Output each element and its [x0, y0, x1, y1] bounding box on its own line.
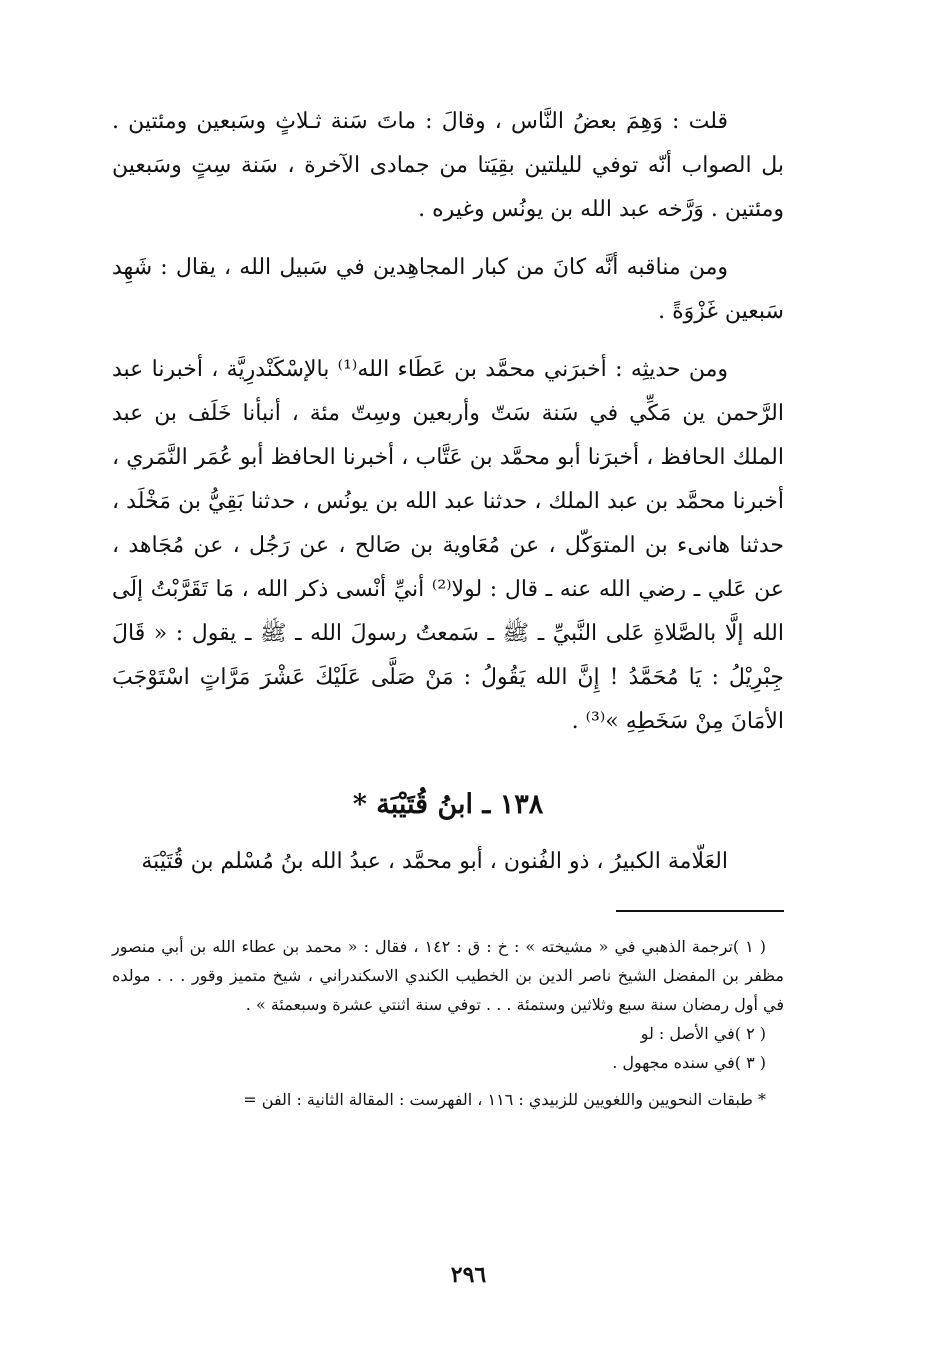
paragraph-hadith: ومن حديثِه : أخبرَني محمَّد بن عَطَاء الله⁽¹⁾ بالإسْكَنْدرِيَّة ، أخبرنا عبد الرَّحمن ين مَكِّي في سَنة سَتّ وأربعين وسِتّ مئة ، أنبأنا خَلَف بن عبد الملك الحافظ ، أخبرَنا أبو محمَّد بن عَتَّاب ، أخبرنا الحافظ أبو عُمَر النَّمَري ، أخبرنا محمَّد بن عبد الملك ، حدثنا عبد الله بن يونُس ، حدثنا بَقِيُّ بن مَخْلَد ، حدثنا هانىء بن المتوَكّل ، عن مُعَاوية بن صَالح ، عن رَجُل ، عن مُجَاهد ، عن عَلي ـ رضي الله عنه ـ قال : لولا⁽²⁾ أنيِّ أنْسى ذكر الله ، مَا تَقَرَّبْتُ إلَى الله إلَّا بالصَّلاةِ عَلى النَّبيِّ ـ ﷺ ـ سَمعتُ رسولَ الله ـ ﷺ ـ يقول : « قَالَ جِبْرِيْلُ : يَا مُحَمَّدُ ! إِنَّ الله يَقُولُ : مَنْ صَلَّى عَلَيْكَ عَشْرَ مَرَّاتٍ اسْتَوْجَبَ الأمَانَ مِنْ سَخَطِهِ »⁽³⁾ . [112, 357, 785, 734]
footnote-2: ( ٢ )في الأصل : لو [640, 1024, 766, 1043]
entry-opening-line: العَلّامة الكبيرُ ، ذو الفُنون ، أبو محمَّد ، عبدُ الله بنُ مُسْلم بن قُتَيْبَة [141, 849, 728, 874]
footnote-star-sources: * طبقات النحويين واللغويين للزبيدي : ١١٦ ، الفهرست : المقالة الثانية : الفن = [243, 1090, 766, 1109]
paragraph-death-date: قلت : وَهِمَ بعضُ النَّاس ، وقالَ : ماتَ سَنة ثـلاثٍ وسَبعين ومئتين . بل الصواب أنّه توفي لليلتين بقِيَتا من جمادى الآخرة ، سَنة سِتٍ وسَبعين ومئتين . وَرَّخه عبد الله بن يونُس وغيره . [112, 109, 784, 222]
paragraph-virtues: ومن مناقبه أنَّه كانَ من كبار المجاهِدين في سَبيل الله ، يقال : شَهِد سَبعين غَزْوَةً . [112, 255, 784, 324]
footnote-1: ( ١ )ترجمة الذهبي في « مشيخته » : خ : ق : ١٤٢ ، فقال : « محمد بن عطاء الله بن أبي منصور مظفر بن المفضل الشيخ ناصر الدين بن الخطيب الكندي الاسكندراني ، شيخ متميز وقور . . . مولده في أول رمضان سنة سبع وثلاثين وستمئة . . . توفي سنة اثنتي عشرة وسبعمئة » . [112, 937, 784, 1014]
footnote-3: ( ٣ )في سنده مجهول . [612, 1053, 766, 1072]
entry-heading: ١٣٨ ـ ابنُ قُتَيْبَة * [352, 789, 544, 820]
footnote-divider [616, 910, 784, 912]
page-number: ٢٩٦ [450, 1262, 487, 1288]
page-body [112, 100, 784, 1114]
